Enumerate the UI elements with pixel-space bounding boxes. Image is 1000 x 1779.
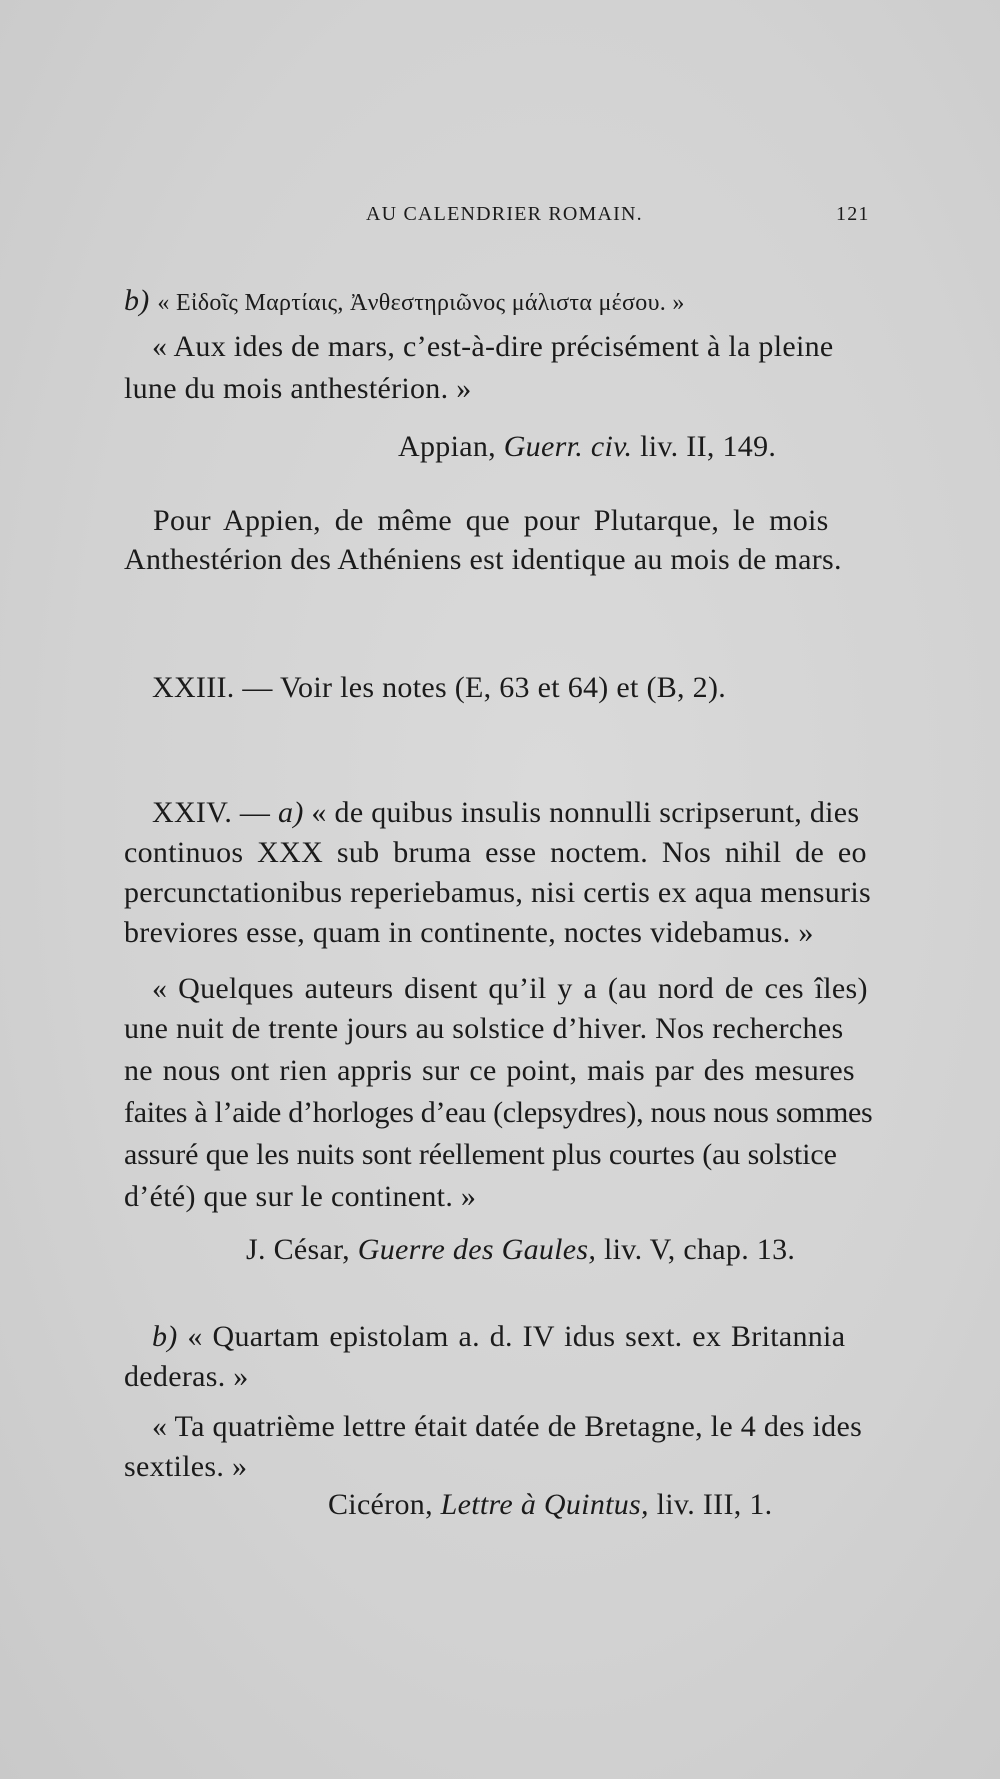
citation-author: Appian, [398,430,504,463]
item-label: b) [152,1320,178,1353]
translation-line: « Aux ides de mars, c’est-à-dire précisément à la pleine [152,330,834,363]
citation-ref: liv. III, 1. [648,1488,773,1521]
latin-line: dederas. » [124,1360,249,1393]
page-number: 121 [836,203,870,225]
french-line: d’été) que sur le continent. » [124,1180,477,1213]
citation-ref: liv. II, 149. [632,430,777,463]
french-line: « Quelques auteurs disent qu’il y a (au nord de ces îles) [152,972,868,1005]
item-label: a) [278,796,304,829]
running-title: AU CALENDRIER ROMAIN. [366,203,643,225]
translation-line: lune du mois anthestérion. » [124,372,472,405]
latin-line: breviores esse, quam in continente, noctes videbamus. » [124,916,814,949]
citation-appian [398,430,776,464]
latin-line: percunctationibus reperiebamus, nisi certis ex aqua mensuris [124,876,871,909]
citation-work: Lettre à Quintus, [440,1488,649,1521]
section-xxiv-line1 [152,796,859,830]
section-number: XXIV. — [152,796,279,829]
latin-line: continuos XXX sub bruma esse noctem. Nos nihil de eo [124,836,867,869]
latin-text: « de quibus insulis nonnulli scripserunt, dies [303,796,860,829]
citation-work: Guerre des Gaules, [357,1233,597,1266]
citation-ciceron [328,1488,772,1522]
commentary-line: Pour Appien, de même que pour Plutarque, le mois [153,504,829,537]
french-line: « Ta quatrième lettre était datée de Bretagne, le 4 des ides [152,1410,863,1443]
citation-work: Guerr. civ. [503,430,633,463]
latin-line [152,1320,845,1354]
greek-quote: « Εἰδοῖς Μαρτίαις, Ἀνθεστηριῶνος μάλιστα μέσου. » [157,290,685,316]
citation-ref: liv. V, chap. 13. [596,1233,796,1266]
citation-cesar [246,1233,795,1267]
french-line: sextiles. » [124,1450,248,1483]
citation-author: J. César, [246,1233,358,1266]
citation-author: Cicéron, [328,1488,441,1521]
french-line: une nuit de trente jours au solstice d’hiver. Nos recherches [124,1012,844,1045]
french-line: faites à l’aide d’horloges d’eau (clepsydres), nous nous sommes [124,1096,873,1129]
item-label: b) [124,284,150,317]
commentary-line: Anthestérion des Athéniens est identique au mois de mars. [124,543,842,576]
latin-text: « Quartam epistolam a. d. IV idus sext. ex Britannia [177,1320,846,1353]
french-line: assuré que les nuits sont réellement plus courtes (au solstice [124,1138,837,1171]
section-xxiii: XXIII. — Voir les notes (E, 63 et 64) et (B, 2). [152,671,727,704]
french-line: ne nous ont rien appris sur ce point, mais par des mesures [124,1054,855,1087]
greek-quote-line [124,284,685,318]
